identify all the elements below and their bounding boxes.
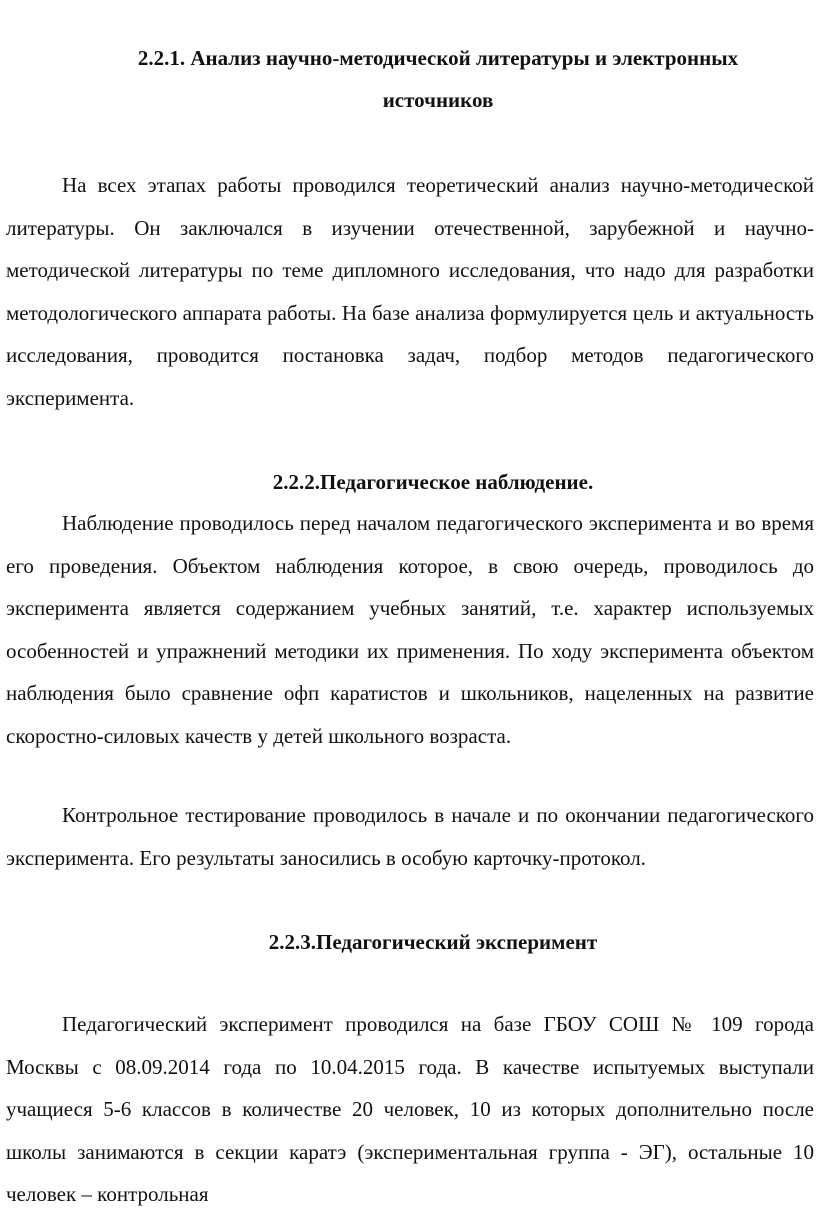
section-2-2-1-paragraph: На всех этапах работы проводился теоретический анализ научно-методической литературы. Он заключался в изучении отечественной, зарубежной и научно-методической литературы по теме дипломного исследования, что надо для разработки методологического аппарата работы. На базе анализа формулируется цель и актуальность исследования, проводится постановка задач, подбор методов педагогического эксперимента. — [6, 173, 814, 410]
section-2-2-2-paragraph-2: Контрольное тестирование проводилось в начале и по окончании педагогического эксперимента. Его результаты заносились в особую карточку-протокол. — [6, 803, 814, 870]
section-2-2-2-paragraph-1: Наблюдение проводилось перед началом педагогического эксперимента и во время его проведения. Объектом наблюдения которое, в свою очередь, проводилось до эксперимента является содержанием учебных занятий, т.е. характер используемых особенностей и упражнений методики их применения. По ходу эксперимента объектом наблюдения было сравнение офп каратистов и школьников, нацеленных на развитие скоростно-силовых качеств у детей школьного возраста. — [6, 511, 814, 748]
section-2-2-3-paragraph: Педагогический эксперимент проводился на базе ГБОУ СОШ № 109 города Москвы с 08.09.2014 года по 10.04.2015 года. В качестве испытуемых выступали учащиеся 5-6 классов в количестве 20 человек, 10 из которых дополнительно после школы занимаются в секции каратэ (экспериментальная группа - ЭГ), остальные 10 человек – контрольная — [6, 1012, 814, 1206]
section-2-2-1-heading-line1: 2.2.1. Анализ научно-методической литературы и электронных — [137, 46, 739, 70]
section-2-2-2-heading: 2.2.2.Педагогическое наблюдение. — [272, 470, 594, 494]
section-2-2-1-heading-line2: источников — [382, 88, 494, 112]
section-2-2-3-heading: 2.2.3.Педагогический эксперимент — [268, 930, 598, 954]
section-2-2-1-heading — [60, 37, 816, 121]
